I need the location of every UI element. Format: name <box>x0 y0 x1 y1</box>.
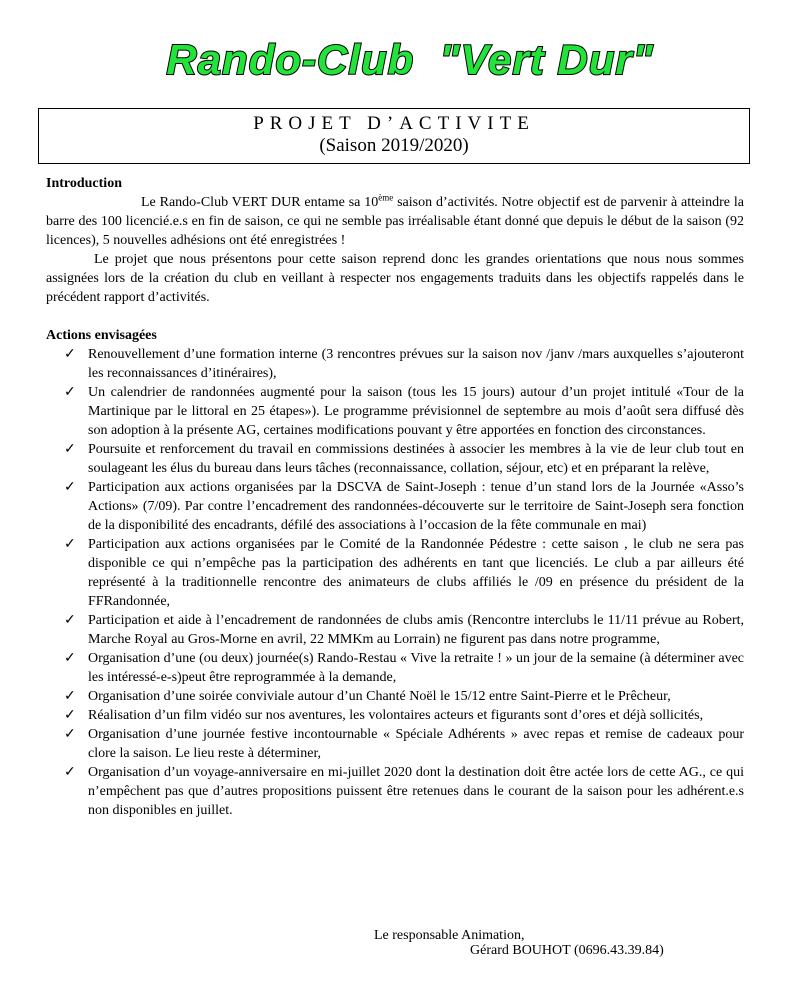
introduction-paragraph-1 <box>46 193 744 250</box>
action-text: Renouvellement d’une formation interne (3 rencontres prévues sur la saison nov /janv /mars auxquelles s’ajouteront les reconnaissances d’itinéraires), <box>88 347 744 381</box>
action-text: Organisation d’un voyage-anniversaire en mi-juillet 2020 dont la destination doit être actée lors de cette AG., ce qui n’empêchent pas que d’autres propositions puissent être retenues dans le courant de la saison pour les adhérent.e.s non disponibles en juillet. <box>88 765 744 818</box>
season-label: (Saison 2019/2020) <box>319 135 469 156</box>
actions-list <box>46 345 744 820</box>
action-text: Poursuite et renforcement du travail en commissions destinées à associer les membres à la vie de leur club tout en soulageant les élus du bureau dans leurs tâches (reconnaissance, collation, séjour, etc) et en préparant la relève, <box>88 442 744 476</box>
actions-heading: Actions envisagées <box>46 328 157 343</box>
checkmark-icon: ✓ <box>64 651 76 666</box>
introduction-heading: Introduction <box>46 176 122 191</box>
checkmark-icon: ✓ <box>64 708 76 723</box>
action-text: Organisation d’une journée festive incontournable « Spéciale Adhérents » avec repas et remise de cadeaux pour clore la saison. Le lieu reste à déterminer, <box>88 727 744 761</box>
list-item <box>46 763 744 820</box>
document-body <box>46 174 744 820</box>
action-text: Participation aux actions organisées par la DSCVA de Saint-Joseph : tenue d’un stand lors de la Journée «Asso’s Actions» (7/09). Par contre l’encadrement des randonnées-découverte sur le territoire de Saint-Joseph sera fonction de la disponibilité des encadrants, défilé des associations à l’occasion de la fête communale en mai) <box>88 480 744 533</box>
checkmark-icon: ✓ <box>64 347 76 362</box>
list-item <box>46 706 744 725</box>
checkmark-icon: ✓ <box>64 613 76 628</box>
list-item <box>46 345 744 383</box>
introduction-paragraph-2: Le projet que nous présentons pour cette saison reprend donc les grandes orientations que nous nous sommes assignées lors de la création du club en veillant à respecter nos engagements traduits dans les objectifs rappelés dans le précédent rapport d’activités. <box>46 252 744 305</box>
checkmark-icon: ✓ <box>64 385 76 400</box>
action-text: Participation et aide à l’encadrement de randonnées de clubs amis (Rencontre interclubs le 11/11 prévue au Robert, Marche Royal au Gros-Morne en avril, 22 MMKm au Lorrain) ne figurent pas dans notre programme, <box>88 613 744 647</box>
list-item <box>46 687 744 706</box>
club-title: Rando-Club "Vert Dur" <box>166 36 654 83</box>
list-item <box>46 649 744 687</box>
checkmark-icon: ✓ <box>64 442 76 457</box>
action-text: Organisation d’une soirée conviviale autour d’un Chanté Noël le 15/12 entre Saint-Pierre et le Prêcheur, <box>88 689 671 704</box>
club-title-banner <box>0 30 788 90</box>
checkmark-icon: ✓ <box>64 689 76 704</box>
list-item <box>46 535 744 611</box>
signature-name: Gérard BOUHOT (0696.43.39.84) <box>470 943 664 958</box>
signature-role: Le responsable Animation, <box>374 928 525 943</box>
action-text: Un calendrier de randonnées augmenté pour la saison (tous les 15 jours) autour d’un projet intitulé «Tour de la Martinique par le littoral en 25 étapes»). Le programme prévisionnel de septembre au mois d’août sera diffusé dès son adoption à la présente AG, certaines modifications pouvant y être apportées en fonction des circonstances. <box>88 385 744 438</box>
list-item <box>46 611 744 649</box>
project-header-box <box>38 108 750 164</box>
list-item <box>46 440 744 478</box>
intro-text-end: saison d’activités. Notre objectif est de parvenir à atteindre la barre des 100 licencié.e.s en fin de saison, ce qui ne semble pas irréalisable étant donné que depuis le début de la saison (92 licences), 5 nouvelles adhésions ont été enregistrées ! <box>46 195 744 248</box>
list-item <box>46 725 744 763</box>
project-title: PROJET D’ACTIVITE <box>253 113 535 134</box>
checkmark-icon: ✓ <box>64 480 76 495</box>
action-text: Participation aux actions organisées par le Comité de la Randonnée Pédestre : cette saison , le club ne sera pas disponible ce qui n’empêche pas la participation des adhérents en tant que licenciés. Le club a par ailleurs été représenté à la traditionnelle rencontre des animateurs de clubs affiliés le /09 en présence du président de la FFRandonnée, <box>88 537 744 609</box>
list-item <box>46 383 744 440</box>
ordinal-superscript: ème <box>378 192 394 203</box>
checkmark-icon: ✓ <box>64 537 76 552</box>
action-text: Organisation d’une (ou deux) journée(s) Rando-Restau « Vive la retraite ! » un jour de la semaine (à déterminer avec les intéressé-e-s)peut être reprogrammée à la demande, <box>88 651 744 685</box>
checkmark-icon: ✓ <box>64 765 76 780</box>
intro-text-start: Le Rando-Club VERT DUR entame sa 10 <box>141 195 379 210</box>
list-item <box>46 478 744 535</box>
action-text: Réalisation d’un film vidéo sur nos aventures, les volontaires acteurs et figurants sont d’ores et déjà sollicités, <box>88 708 704 723</box>
checkmark-icon: ✓ <box>64 727 76 742</box>
